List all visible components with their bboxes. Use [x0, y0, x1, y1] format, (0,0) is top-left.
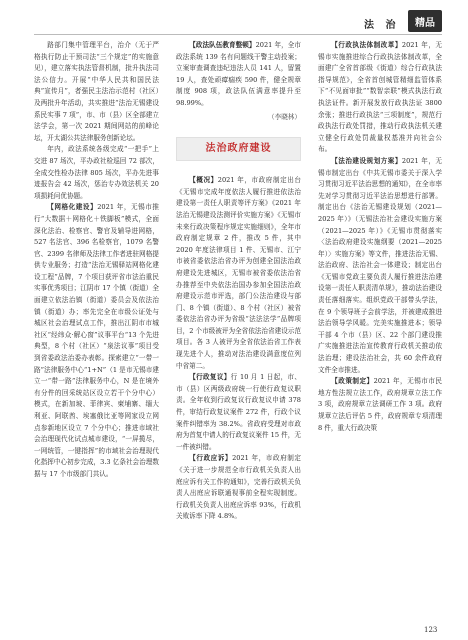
- paragraph-lead: 【政法队伍教育整顿】: [189, 41, 256, 49]
- paragraph-lead: 【行政复议】: [189, 373, 231, 382]
- paragraph: [318, 156, 442, 376]
- paragraph: [176, 372, 301, 453]
- paragraph-lead: 【行政应诉】: [189, 454, 233, 463]
- paragraph: 路部门集中管理平台，治介（无于严格执行防止干预司法“三个规定”的实施意见），建立落实执法管督机制，批升执法司法公信力。开展“中华人民共和国民法典”宣传月”，者强民主法治示范村（社区）及两批升年活动，共实推进“法治无锡建设系民实事 7 项”，市、市（县）区全部建立法学会，第一次 2021 期间网站的前峰论坛，开太湖公共法律服务创新论坛。: [34, 41, 159, 142]
- paragraph-lead: 【行政执法体制改革】: [331, 41, 402, 49]
- paragraph: [176, 40, 301, 110]
- paragraph: [34, 202, 159, 480]
- page-number: 123: [424, 626, 438, 634]
- paragraph: [318, 40, 442, 156]
- section-title-box: 法治政府建设: [176, 137, 301, 161]
- column-1: [34, 40, 159, 481]
- paragraph-lead: 【概况】: [189, 176, 218, 185]
- paragraph: 年内，政法系统各级完成“一把手”上交进 87 场次，平办政社检巡回 72 部次，全成交性检办法律 805 场次，平办先进事迹报告会 42 场次，惩治专办效法机关 20 项损耗问优协题。: [34, 145, 159, 200]
- paragraph-body: 2021 年，无锡市实施推进综合行政执法体制改革，全面建广全省首部级《街道）综合行政执法指导规范》，全省首创城管精细监管体系下“不见面审批”“数智亲联”模式执法行政执法证件。新开展发放行政执法证 3800 余张；推进行政执法“三项制度”，规范行政执法行政处罚措，推动行政执法机关建立健全行政处罚裁量权基准并向社会公布。: [318, 41, 442, 154]
- column-2: [176, 40, 301, 523]
- column-3: [318, 40, 442, 434]
- author-note: （李晓林）: [268, 112, 301, 121]
- paragraph-body: 2021 年，市政府制定出台《无锡市完成年度依法人履行推进依法治建设第一责任人职责等评方案》《2021 年法治无锡建设法测评价实施方案》《无锡市未来行政决策程序规定实施细则》，全年市政府制定规章 2 件，推改 5 件，其中 2020 年度法律项目 1 件、无锡市、江宁市被省委依法治省办评为创建全国法治政府建设先进城区，无锡市被省委依法治省办推荐至中央依法治国办参加全国法治政府建设示范市评选，部门公法治建设与部门、8 个镇（街道）、8 个村（社区）被省委依法治省办评为省级“法法法学”品牌项目，2 个市级被评为全省依法治省建设示范项目。各 3 人被评为全省依法治省工作表现先进个人，推动对法治建设满意度位列中省第二。: [176, 176, 301, 370]
- section-header-badge: 精品: [408, 10, 442, 32]
- paragraph-body: 2021 年，无锡市市民地方性法规立法工作，政府规章立法工作 3 项，政府规章立法调研工作 3 项。政府规章立法后评估 5 件，政府规章专项清理 8 件，重大行政决策: [318, 377, 442, 432]
- paragraph-lead: 【政策制定】: [331, 377, 374, 386]
- paragraph-body: 2021 年，无锡市推行“大数据＋网格化＋铁脚板”模式，全面深化法治、检察官、警官及辅导进网格，527 名法官、396 名检察官，1079 名警官、2399 名律师及法律工作者进驻网格提供专业服务；打造“法治无锡驿站网格化建设工程”品牌，7 个项目获评省市法治重民实事优秀项目；江阴市 17 个镇（街道）全面建立依法治镇（街道）委员会及依法治镇（街道）办；率先完全在市级公证处与城区社会治理试点工作，推出江阴市市城社区“经纬众·解心窗”议事平台“13 个先进典型，8 个村（社区）“泉法议事”项目受到省委政法治委办表彰。探索建立“一带一路”法律服务中心“1+N”（1 是市无锡市建立一“带一路”法律服务中心，N 是在境外有分件的回采统站区设立若干个分中心）模式，在新加坡、菲律宾、柬埔寨、缅大利亚、阿联酋、埃塞俄比亚等网家设立网点参新地区设立 7 个分中心；推进市域社会治理现代化试点城市建设，“一屏揽尽，一网统管，一键指挥”的市域社会治理现代化指挥中心初步完成，3.3 亿条社会治理数据与 17 个市级部门共认。: [34, 203, 159, 478]
- paragraph-body: 2021 年，无锡市制定出台《中共无锡市委关于深入学习贯彻习近平法治思想的通知》，在全市率先对学习贯彻习近平法治思想进行部署。制定出台《法治无锡建设规划（2021—2025 年）》（无锡法治社会建设实施方案（2021—2025 年）》《无锡市贯彻落实〈法治政府建设实施纲要（2021—2025 年）〉实施方案》等文件，推进法治无锡、法治政府、法治社会一体建设；制定出台《无锡市党政主要负责人履行推进法治建设第一责任人职责清单规》，推动法治建设责任落细落实。组织党政干部带头学法，在 9 个领导班子会前学法，并被建成推进法治领导学风暖。完美实施推进本；领导干部 4 个市（县）区、22 个部门建设推广实施推进法治宣传教育行政机关推动依法治理；建设法治社会，共 60 余件政府文件全市推进。: [318, 156, 442, 374]
- paragraph-body: 2021 年，全市政法系统 139 名有问题线干警主动投案；立案审查调查违纪违法人员 141 人，留置 19 人，查处顽瘴痼疾 590 件，健全规章制度 908 项，政法队伍满意率提升至 98.99%。: [176, 41, 301, 107]
- section-header-title: 法 治: [364, 20, 400, 31]
- header-divider: [34, 34, 442, 35]
- paragraph-lead: 【网格化建设】: [47, 203, 98, 212]
- paragraph-lead: 【法治建设规划方案】: [331, 156, 402, 165]
- paragraph: [176, 453, 301, 523]
- paragraph-body: 行 10 月 1 日起，市、市（县）区两级政府统一行使行政复议职责。全年收到行政复议行政复议申请 378 件，审结行政复议案件 272 件，行政个议案件纠错率为 38.2%。省政府受理对市政府为首复中请人的行政复议案件 15 件，无一件被纠错。: [176, 373, 301, 451]
- paragraph: [176, 175, 301, 372]
- paragraph: [318, 376, 442, 434]
- paragraph-body: 2021 年，市政府制定《关于进一步规范全市行政机关负责人出庭应诉有关工作的通知》，完善行政机关负责人出庭应诉联通视事前全程实现制度。行政机关负责人出庭应诉率 93%，行政机关败诉率下降 4.8%。: [176, 454, 301, 521]
